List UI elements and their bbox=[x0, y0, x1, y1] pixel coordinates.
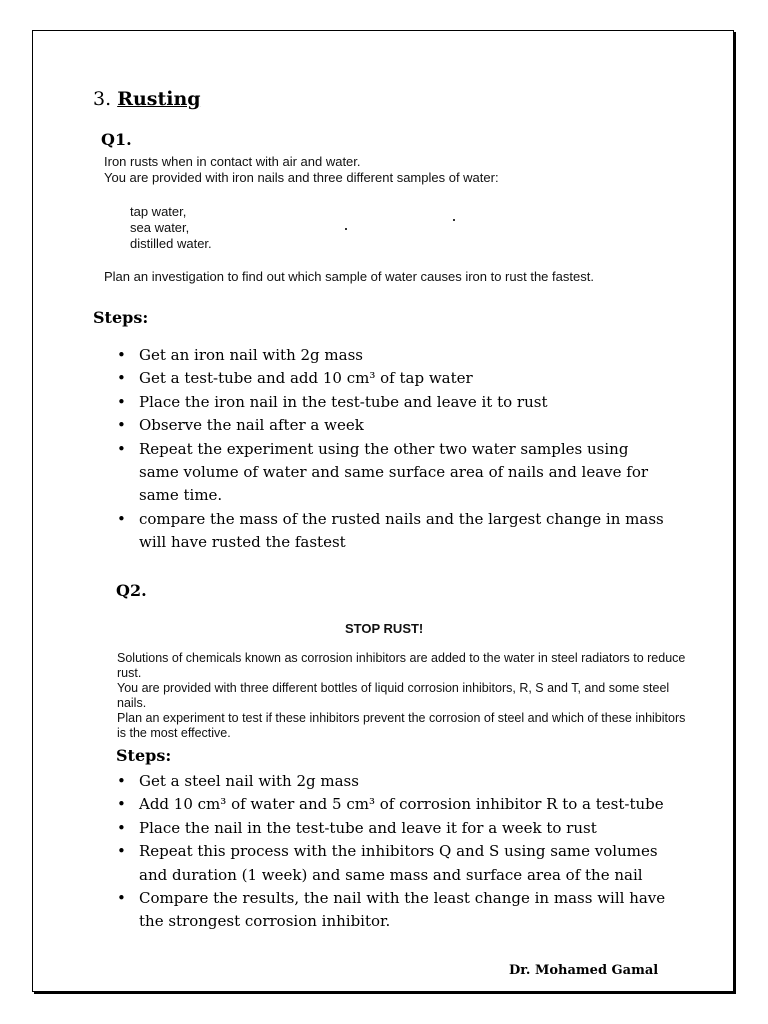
list-item: • compare the mass of the rusted nails and the largest change in mass will have rusted the fastest bbox=[115, 508, 670, 555]
q1-sample-item: sea water, bbox=[130, 220, 190, 235]
q2-paragraph: Solutions of chemicals known as corrosion inhibitors are added to the water in steel radiators to reduce rust. bbox=[117, 651, 686, 680]
q2-steps-heading: Steps: bbox=[116, 746, 172, 765]
q1-label: Q1. bbox=[101, 130, 132, 149]
q1-sample-list bbox=[130, 204, 212, 252]
list-item: • Place the nail in the test-tube and leave it for a week to rust bbox=[115, 817, 675, 840]
list-item: • Get a test-tube and add 10 cm³ of tap water bbox=[115, 367, 670, 390]
q2-paragraph: You are provided with three different bottles of liquid corrosion inhibitors, R, S and T, and some steel nails. bbox=[117, 681, 670, 710]
list-item: • Place the iron nail in the test-tube and leave it to rust bbox=[115, 391, 670, 414]
q2-label: Q2. bbox=[116, 581, 147, 600]
list-item: • Get an iron nail with 2g mass bbox=[115, 344, 670, 367]
q1-sample-item: tap water, bbox=[130, 204, 187, 219]
q2-paragraph: Plan an experiment to test if these inhibitors prevent the corrosion of steel and which of these inhibitors is the most effective. bbox=[117, 711, 686, 740]
q1-sample-item: distilled water. bbox=[130, 236, 212, 251]
q1-question-block bbox=[104, 154, 664, 186]
stray-dot bbox=[345, 228, 347, 230]
list-item: • Repeat this process with the inhibitors Q and S using same volumes and duration (1 week) and same mass and surface area of the nail bbox=[115, 840, 675, 887]
author-signature: Dr. Mohamed Gamal bbox=[509, 963, 659, 978]
list-item: • Get a steel nail with 2g mass bbox=[115, 770, 675, 793]
list-item: • Repeat the experiment using the other two water samples using same volume of water and same surface area of nails and leave for same time. bbox=[115, 438, 670, 508]
q1-steps-heading: Steps: bbox=[93, 308, 149, 327]
q1-task: Plan an investigation to find out which sample of water causes iron to rust the fastest. bbox=[104, 269, 594, 284]
q1-intro-line-1: Iron rusts when in contact with air and water. bbox=[104, 154, 361, 169]
section-number: 3. bbox=[93, 88, 112, 110]
section-title bbox=[93, 88, 201, 110]
q1-steps-list bbox=[115, 344, 670, 555]
list-item: • Add 10 cm³ of water and 5 cm³ of corrosion inhibitor R to a test-tube bbox=[115, 793, 675, 816]
q1-intro-line-2: You are provided with iron nails and three different samples of water: bbox=[104, 170, 499, 185]
section-title-text: Rusting bbox=[117, 88, 201, 110]
list-item: • Observe the nail after a week bbox=[115, 414, 670, 437]
q2-question-block bbox=[117, 651, 692, 741]
q2-steps-list bbox=[115, 770, 675, 934]
q2-box-title: STOP RUST! bbox=[345, 621, 424, 636]
stray-dot bbox=[453, 219, 455, 221]
list-item: • Compare the results, the nail with the least change in mass will have the strongest corrosion inhibitor. bbox=[115, 887, 675, 934]
